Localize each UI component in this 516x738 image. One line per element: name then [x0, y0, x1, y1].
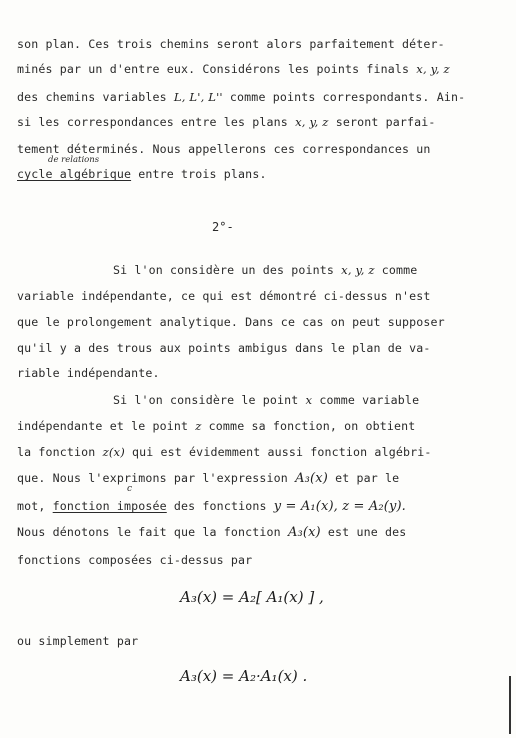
handwritten-function: z(x): [102, 445, 125, 459]
formula-composition: A₃(x) = A₂[ A₁(x) ] ,: [180, 588, 324, 606]
handwritten-variables: x, y, z: [416, 62, 450, 76]
text-line: fonctions composées ci-dessus par: [17, 553, 253, 567]
text-line: variable indépendante, ce qui est démontré ci-dessus n'est: [17, 289, 431, 303]
margin-mark: [509, 676, 511, 734]
text-line: des chemins variables L, L', L'' comme points correspondants. Ain-: [17, 90, 466, 104]
handwritten-insertion: c: [127, 484, 133, 494]
text-line: cycle algébrique entre trois plans.: [17, 167, 267, 181]
handwritten-variable: z: [195, 419, 202, 433]
underlined-term: cycle algébrique: [17, 167, 132, 181]
text-line: qu'il y a des trous aux points ambigus dans le plan de va-: [17, 341, 431, 355]
text-line: tement déterminés. Nous appellerons ces correspondances un: [17, 142, 431, 156]
handwritten-variables: x, y, z: [341, 263, 375, 277]
text-line: Si l'on considère un des points x, y, z comme: [113, 263, 418, 277]
section-heading: 2°-: [212, 220, 234, 234]
handwritten-function: A₃(x): [295, 471, 328, 486]
handwritten-variables: L, L', L'': [173, 90, 223, 104]
text-line: Nous dénotons le fait que la fonction A₃(x) est une des: [17, 525, 407, 540]
text-line: son plan. Ces trois chemins seront alors parfaitement déter-: [17, 37, 445, 51]
text-line: que le prolongement analytique. Dans ce cas on peut supposer: [17, 315, 445, 329]
formula-product: A₃(x) = A₂·A₁(x) .: [180, 667, 308, 685]
handwritten-variable: x: [305, 393, 313, 407]
text-line: indépendante et le point z comme sa fonction, on obtient: [17, 419, 416, 433]
text-line: si les correspondances entre les plans x, y, z seront parfai-: [17, 115, 436, 129]
handwritten-insertion: de relations: [48, 155, 100, 165]
text-line: minés par un d'entre eux. Considérons les points finals x, y, z: [17, 62, 450, 76]
handwritten-variables: x, y, z: [295, 115, 329, 129]
text-line: Si l'on considère le point x comme variable: [113, 393, 420, 407]
text-line: que. Nous l'exprimons par l'expression A₃(x) et par le: [17, 471, 400, 486]
text-line: riable indépendante.: [17, 366, 160, 380]
handwritten-functions: y = A₁(x), z = A₂(y).: [273, 499, 406, 514]
text-line: la fonction z(x) qui est évidemment aussi fonction algébri-: [17, 445, 432, 459]
underlined-term: fonction imposée: [52, 499, 167, 513]
text-line: ou simplement par: [17, 634, 139, 648]
text-line: mot, fonction imposée des fonctions y = A₁(x), z = A₂(y).: [17, 499, 406, 514]
handwritten-function: A₃(x): [287, 525, 321, 540]
